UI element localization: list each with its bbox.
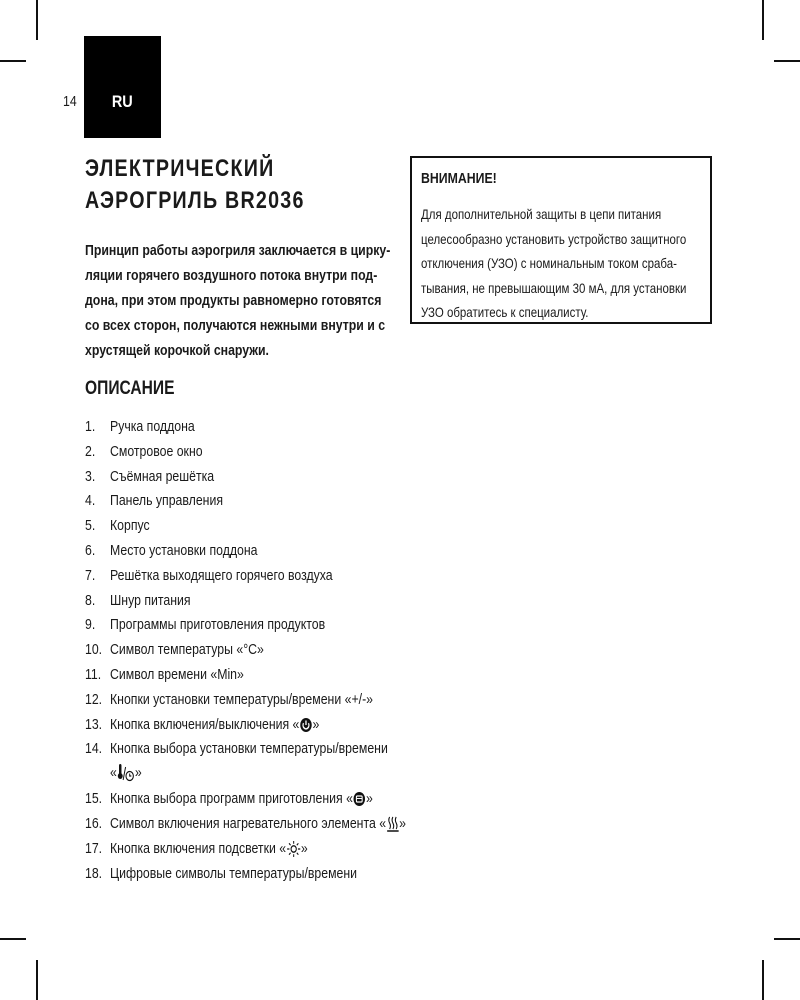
crop-mark: [774, 938, 800, 940]
item-text-with-icon: [110, 812, 406, 837]
item-text-suffix: »: [134, 764, 142, 782]
item-number: 6.: [85, 541, 96, 559]
intro-paragraph: [85, 238, 457, 363]
warning-text: [421, 202, 745, 325]
item-text-line2: [110, 761, 142, 786]
item-number: 1.: [85, 418, 96, 435]
power-icon: [299, 717, 312, 733]
item-number: 18.: [85, 864, 103, 882]
item-text-suffix: »: [399, 815, 407, 833]
item-number: 13.: [85, 715, 103, 733]
warning-line: тывания, не превышающим 30 мА, для установки: [421, 279, 687, 296]
crop-mark: [36, 960, 38, 1000]
section-title-text: ОПИСАНИЕ: [85, 378, 175, 399]
item-text: Символ времени «Min»: [110, 665, 244, 683]
item-number: 12.: [85, 690, 103, 708]
page-number: 14: [63, 93, 77, 110]
item-number: 2.: [85, 442, 96, 460]
section-title: [85, 378, 194, 400]
heating-element-icon: [386, 815, 399, 833]
crop-mark: [762, 960, 764, 1000]
crop-mark: [774, 60, 800, 62]
item-text: Кнопка выбора установки температуры/времени: [110, 740, 388, 758]
item-number: 5.: [85, 517, 96, 535]
warning-line: отключения (УЗО) с номинальным током сраба-: [421, 255, 677, 271]
program-select-icon: [353, 791, 366, 807]
item-text-with-icon: [110, 713, 319, 738]
page-title: [85, 153, 353, 217]
item-text: Кнопки установки температуры/времени «+/-»: [110, 690, 374, 708]
item-text: Ручка поддона: [110, 418, 195, 435]
item-text: Кнопка выбора программ приготовления «: [110, 790, 353, 808]
item-text: Цифровые символы температуры/времени: [110, 864, 358, 882]
warning-line: целесообразно установить устройство защитного: [421, 230, 687, 247]
item-text: Шнур питания: [110, 591, 191, 609]
intro-line: хрустящей корочкой снаружи.: [85, 342, 269, 359]
crop-mark: [0, 60, 26, 62]
item-text: Решётка выходящего горячего воздуха: [110, 566, 333, 584]
item-number: 15.: [85, 790, 103, 808]
intro-line: со всех сторон, получаются нежными внутри и с: [85, 317, 386, 334]
language-label: RU: [112, 92, 133, 111]
crop-mark: [762, 0, 764, 40]
item-number: 10.: [85, 641, 103, 659]
item-text: Корпус: [110, 517, 150, 535]
warning-title: ВНИМАНИЕ!: [421, 170, 497, 187]
item-text-with-icon: [110, 787, 373, 812]
warning-box: [410, 156, 712, 324]
language-tab: [84, 36, 161, 138]
item-text: Символ включения нагревательного элемента «: [110, 815, 387, 833]
intro-line: дона, при этом продукты равномерно готовятся: [85, 292, 382, 309]
item-text: Место установки поддона: [110, 541, 258, 559]
intro-line: Принцип работы аэрогриля заключается в цирку-: [85, 242, 391, 259]
intro-line: ляции горячего воздушного потока внутри под-: [85, 267, 378, 284]
title-line: АЭРОГРИЛЬ BR2036: [85, 187, 305, 214]
item-text: Символ температуры «°C»: [110, 641, 264, 659]
item-text: Кнопка включения/выключения «: [110, 715, 300, 733]
item-text: Смотровое окно: [110, 442, 203, 460]
item-number: 4.: [85, 492, 96, 510]
item-number: 3.: [85, 467, 96, 485]
item-number: 17.: [85, 839, 103, 857]
item-number: 8.: [85, 591, 96, 609]
item-text-suffix: »: [312, 715, 320, 733]
item-number: 9.: [85, 616, 96, 634]
thermometer-clock-icon: [117, 763, 135, 783]
warning-line: УЗО обратитесь к специалисту.: [421, 304, 589, 320]
item-number: 14.: [85, 740, 103, 758]
item-text-suffix: »: [300, 839, 308, 857]
item-number: 16.: [85, 815, 103, 833]
item-text-suffix: »: [366, 790, 373, 808]
item-text: Панель управления: [110, 492, 224, 510]
crop-mark: [36, 0, 38, 40]
item-text-prefix: «: [110, 764, 117, 782]
item-text: Программы приготовления продуктов: [110, 616, 326, 634]
light-icon: [286, 840, 301, 858]
crop-mark: [0, 938, 26, 940]
item-text: Кнопка включения подсветки «: [110, 839, 287, 857]
item-text-with-icon: [110, 837, 308, 862]
warning-line: Для дополнительной защиты в цепи питания: [421, 206, 662, 222]
item-number: 11.: [85, 665, 102, 683]
item-text: Съёмная решётка: [110, 467, 215, 485]
title-line: ЭЛЕКТРИЧЕСКИЙ: [85, 155, 275, 182]
item-number: 7.: [85, 566, 96, 584]
